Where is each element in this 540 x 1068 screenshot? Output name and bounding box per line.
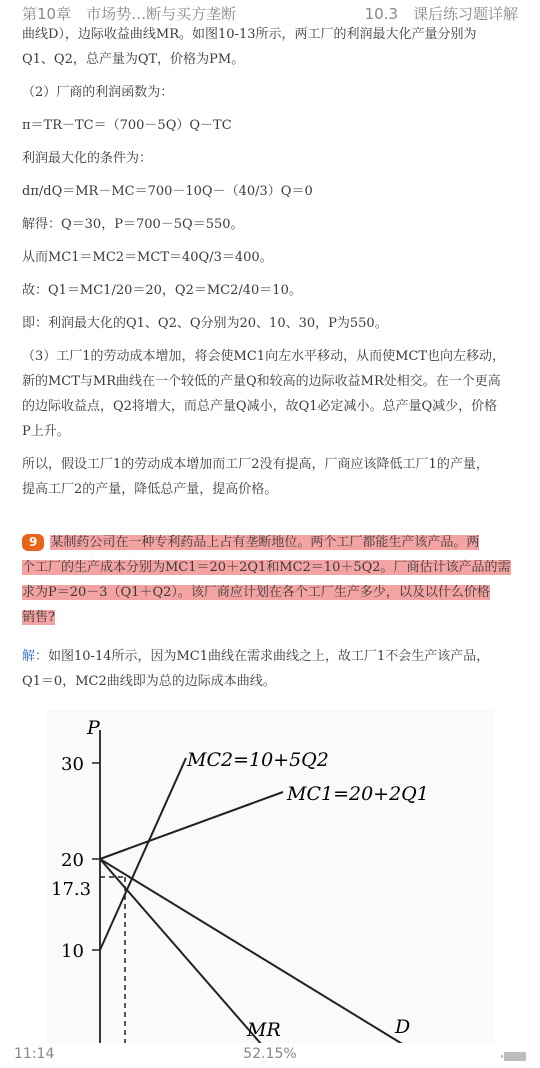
mc1-curve	[100, 792, 283, 859]
page-content	[22, 22, 518, 694]
mc2-label: MC2=10+5Q2	[187, 749, 329, 771]
text-line: （2）厂商的利润函数为：	[22, 85, 174, 100]
y-axis-label: P	[87, 717, 100, 739]
battery-icon	[504, 1052, 526, 1061]
text-line: 提高工厂2的产量，降低总产量，提高价格。	[22, 482, 278, 497]
answer-label: 解：	[22, 649, 49, 664]
highlighted-text[interactable]: 某制药公司在一种专利药品上占有垄断地位。两个工厂都能生产该产品。两	[50, 535, 480, 550]
text-line: P上升。	[22, 424, 70, 439]
text-line: 从而MC1＝MC2＝MCT＝40Q/3＝400。	[22, 250, 273, 265]
mc1-label: MC1=20+2Q1	[287, 783, 429, 805]
reading-progress: 52.15%	[243, 1046, 297, 1062]
tick-label-20: 20	[61, 850, 84, 871]
text-line: （3）工厂1的劳动成本增加，将会使MC1向左水平移动，从而使MCT也向左移动，	[22, 349, 505, 364]
text-line: 利润最大化的条件为：	[22, 151, 153, 166]
mr-label: MR	[247, 1019, 281, 1041]
section-title: 10.3 课后练习题详解	[364, 5, 518, 23]
highlighted-text[interactable]: 个工厂的生产成本分别为MC1＝20＋2Q1和MC2＝10＋5Q2。厂商估计该产品的需	[22, 560, 511, 575]
clock: 11:14	[14, 1046, 55, 1062]
answer-line: Q1＝0，MC2曲线即为总的边际成本曲线。	[22, 674, 276, 689]
highlighted-text[interactable]: 销售?	[22, 610, 55, 625]
tick-label-10: 10	[61, 941, 84, 962]
text-line: 故：Q1＝MC1/20＝20，Q2＝MC2/40＝10。	[22, 283, 302, 298]
reader-header	[0, 0, 540, 24]
tick-label-17-3: 17.3	[51, 879, 92, 900]
question-line[interactable]	[22, 580, 518, 605]
figure-10-14	[47, 710, 493, 1045]
demand-label: D	[395, 1016, 411, 1038]
question-line[interactable]	[22, 605, 518, 630]
chapter-title: 第10章 市场势…断与买方垄断	[22, 5, 237, 23]
answer-line	[22, 644, 518, 669]
tick-label-30: 30	[61, 754, 84, 775]
cost-curves-diagram	[47, 710, 493, 1045]
answer-text: 如图10-14所示，因为MC1曲线在需求曲线之上，故工厂1不会生产该产品，	[48, 649, 490, 664]
status-footer	[0, 1043, 540, 1068]
highlighted-text[interactable]: 求为P＝20－3（Q1＋Q2）。该厂商应计划在各个工厂生产多少，以及以什么价格	[22, 585, 490, 600]
question-number-badge: 9	[22, 534, 44, 551]
question-line[interactable]	[22, 530, 518, 555]
text-line: 解得：Q＝30，P＝700－5Q＝550。	[22, 217, 244, 232]
text-line: Q1、Q2，总产量为QT，价格为PM。	[22, 52, 245, 67]
demand-curve	[100, 859, 404, 1045]
formula-line: π＝TR－TC＝（700－5Q）Q－TC	[22, 118, 232, 133]
question-line[interactable]	[22, 555, 518, 580]
text-line: 新的MCT与MR曲线在一个较低的产量Q和较高的边际收益MR处相交。在一个更高	[22, 374, 501, 389]
formula-line: dπ/dQ＝MR－MC＝700－10Q－（40/3）Q＝0	[22, 184, 313, 199]
text-line: 曲线D），边际收益曲线MR。如图10-13所示，两工厂的利润最大化产量分别为	[22, 27, 477, 42]
text-line: 所以，假设工厂1的劳动成本增加而工厂2没有提高，厂商应该降低工厂1的产量，	[22, 457, 489, 472]
text-line: 即：利润最大化的Q1、Q2、Q分别为20、10、30，P为550。	[22, 316, 388, 331]
text-line: 的边际收益点，Q2将增大，而总产量Q减小，故Q1必定减小。总产量Q减少，价格	[22, 399, 498, 414]
